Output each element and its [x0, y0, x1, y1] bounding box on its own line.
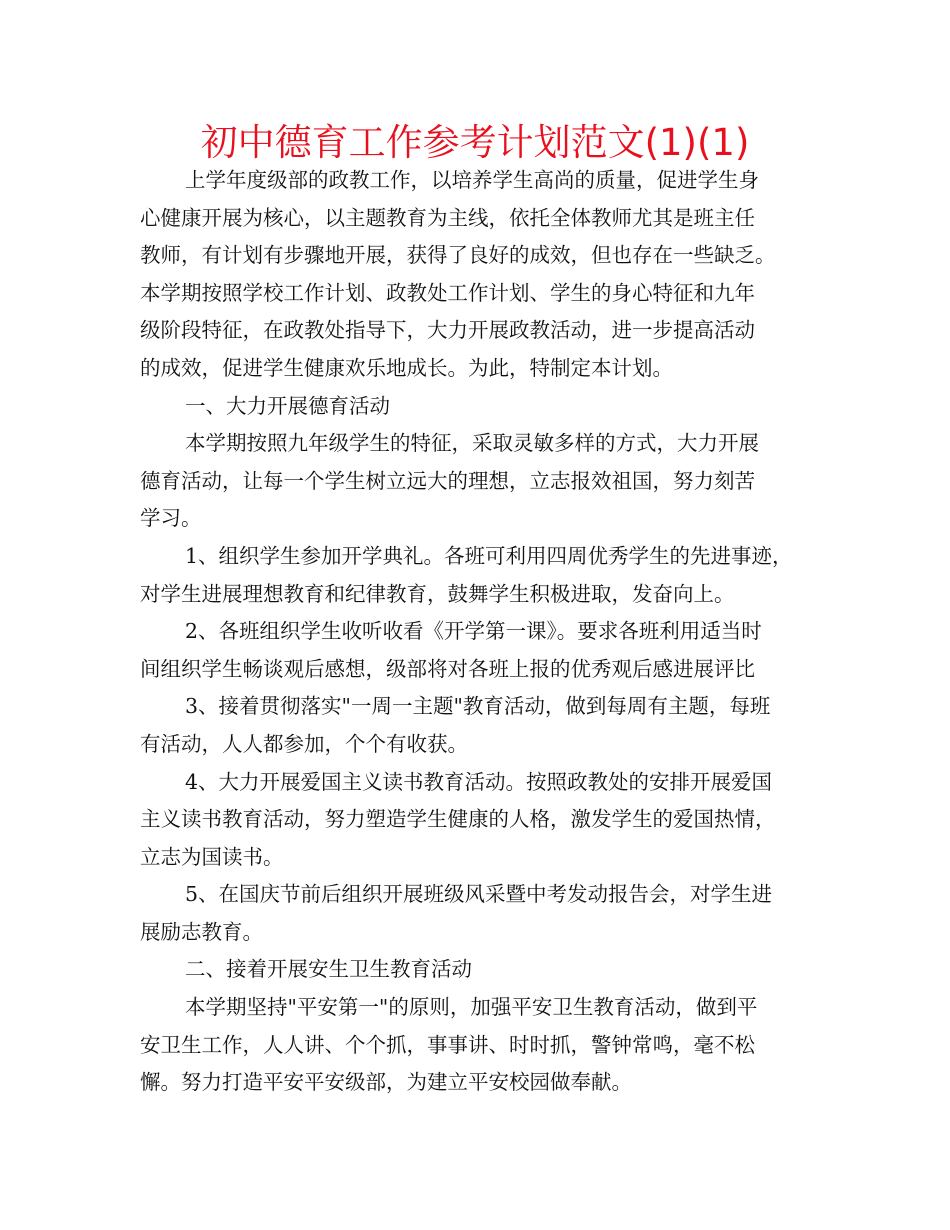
text-line: 教师，有计划有步骤地开展，获得了良好的成效，但也存在一些缺乏。	[140, 243, 776, 268]
text-line: 上学年度级部的政教工作，以培养学生高尚的质量，促进学生身	[185, 168, 759, 192]
text-line: 一、大力开展德育活动	[185, 393, 390, 418]
text-line: 心健康开展为核心，以主题教育为主线，依托全体教师尤其是班主任	[140, 205, 755, 230]
text-line: 有活动，人人都参加，个个有收获。	[140, 731, 468, 756]
text-line: 2、各班组织学生收听收看《开学第一课》。要求各班利用适当时	[185, 619, 762, 644]
text-line: 5、在国庆节前后组织开展班级风采暨中考发动报告会，对学生进	[185, 882, 773, 907]
text-line: 1、组织学生参加开学典礼。各班可利用四周优秀学生的先进事迹，	[185, 543, 793, 568]
text-line: 本学期按照学校工作计划、政教处工作计划、学生的身心特征和九年	[140, 280, 755, 305]
text-line: 学习。	[140, 506, 202, 531]
text-line: 3、接着贯彻落实"一周一主题"教育活动，做到每周有主题，每班	[185, 694, 771, 719]
text-line: 本学期坚持"平安第一"的原则，加强平安卫生教育活动，做到平	[185, 995, 758, 1020]
text-line: 展励志教育。	[140, 919, 263, 944]
text-line: 安卫生工作，人人讲、个个抓，事事讲、时时抓，警钟常鸣，毫不松	[140, 1032, 755, 1057]
text-line: 的成效，促进学生健康欢乐地成长。为此，特制定本计划。	[140, 355, 673, 380]
document-title: 初中德育工作参考计划范文(1)(1)	[200, 121, 750, 164]
text-line: 级阶段特征，在政教处指导下，大力开展政教活动，进一步提高活动	[140, 318, 755, 343]
text-line: 主义读书教育活动，努力塑造学生健康的人格，激发学生的爱国热情，	[140, 807, 776, 832]
document-body	[140, 162, 840, 1102]
text-line: 懈。努力打造平安平安级部，为建立平安校园做奉献。	[140, 1070, 632, 1095]
text-line: 间组织学生畅谈观后感想，级部将对各班上报的优秀观后感进展评比	[140, 656, 755, 681]
text-line: 4、大力开展爱国主义读书教育活动。按照政教处的安排开展爱国	[185, 769, 773, 794]
text-line: 二、接着开展安生卫生教育活动	[185, 957, 472, 982]
text-line: 本学期按照九年级学生的特征，采取灵敏多样的方式，大力开展	[185, 431, 759, 456]
text-line: 立志为国读书。	[140, 844, 284, 869]
text-line: 对学生进展理想教育和纪律教育，鼓舞学生积极进取，发奋向上。	[140, 581, 735, 606]
text-line: 德育活动，让每一个学生树立远大的理想，立志报效祖国，努力刻苦	[140, 468, 755, 493]
